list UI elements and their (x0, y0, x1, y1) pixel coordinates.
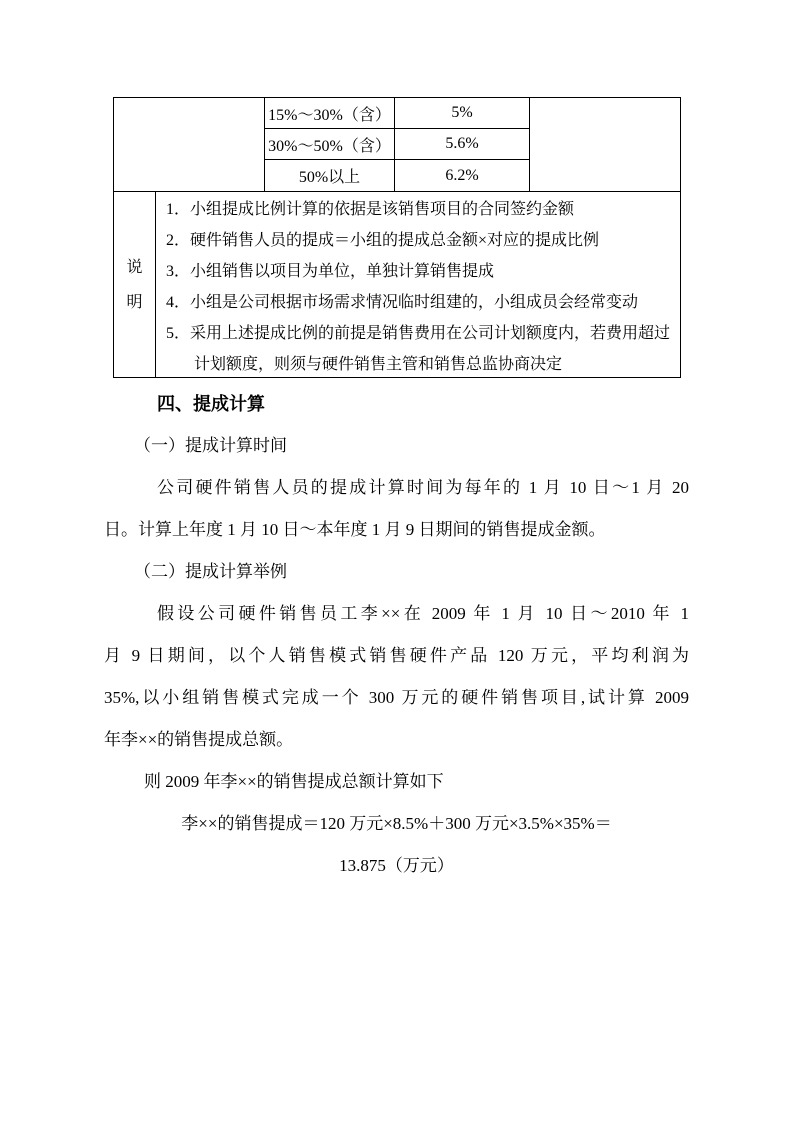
note-item-5-continued: 计划额度，则须与硬件销售主管和销售总监协商决定 (194, 356, 563, 373)
note-item-2: 2．硬件销售人员的提成＝小组的提成总金额×对应的提成比例 (166, 232, 600, 249)
subsection-2-heading: （二）提成计算举例 (134, 562, 287, 581)
profit-range-value: 50%以上 (298, 169, 361, 186)
profit-range-value: 30%～50%（含） (268, 137, 391, 155)
paragraph-3-line-1: 则 2009 年李××的销售提成总额计算如下 (144, 772, 444, 791)
table-empty-right-cell (530, 98, 680, 191)
note-item-3: 3．小组销售以项目为单位，单独计算销售提成 (166, 263, 495, 280)
notes-label-cell (114, 191, 156, 377)
commission-rate-cell (395, 160, 530, 191)
paragraph-1-line-2: 日。计算上年度 1 月 10 日～本年度 1 月 9 日期间的销售提成金额。 (104, 520, 606, 539)
note-item-5: 5．采用上述提成比例的前提是销售费用在公司计划额度内，若费用超过 (166, 325, 671, 342)
paragraph-2-line-4: 年李××的销售提成总额。 (104, 730, 294, 749)
commission-rate-table (113, 97, 681, 378)
commission-rate-value: 5% (451, 104, 473, 121)
commission-rate-cell (395, 98, 530, 129)
paragraph-2-line-1: 假设公司硬件销售员工李××在 2009 年 1 月 10 日～2010 年 1 (157, 604, 689, 623)
profit-range-cell (265, 98, 395, 129)
table-empty-left-cell (114, 98, 265, 191)
note-item-4: 4．小组是公司根据市场需求情况临时组建的，小组成员会经常变动 (166, 294, 639, 311)
profit-range-cell (265, 129, 395, 160)
notes-cell (156, 191, 680, 377)
profit-range-value: 15%～30%（含） (268, 106, 391, 124)
notes-label-char: 明 (126, 293, 143, 311)
paragraph-1-line-1: 公司硬件销售人员的提成计算时间为每年的 1 月 10 日～1 月 20 (157, 478, 689, 497)
commission-rate-value: 5.6% (445, 135, 479, 152)
paragraph-2-line-3: 35%,以小组销售模式完成一个 300 万元的硬件销售项目,试计算 2009 (104, 688, 689, 707)
paragraph-2-line-2: 月 9 日期间，以个人销售模式销售硬件产品 120 万元，平均利润为 (104, 646, 689, 665)
commission-rate-value: 6.2% (445, 166, 479, 184)
note-item-1: 1．小组提成比例计算的依据是该销售项目的合同签约金额 (166, 201, 575, 218)
formula-line-2: 13.875（万元） (339, 856, 454, 875)
section-heading: 四、提成计算 (157, 394, 265, 414)
subsection-1-heading: （一）提成计算时间 (134, 436, 287, 455)
document-body (104, 383, 689, 887)
formula-line-1: 李××的销售提成＝120 万元×8.5%＋300 万元×3.5%×35%＝ (181, 814, 612, 833)
commission-rate-cell (395, 129, 530, 160)
profit-range-cell (265, 160, 395, 191)
notes-label-char: 说 (126, 258, 143, 276)
